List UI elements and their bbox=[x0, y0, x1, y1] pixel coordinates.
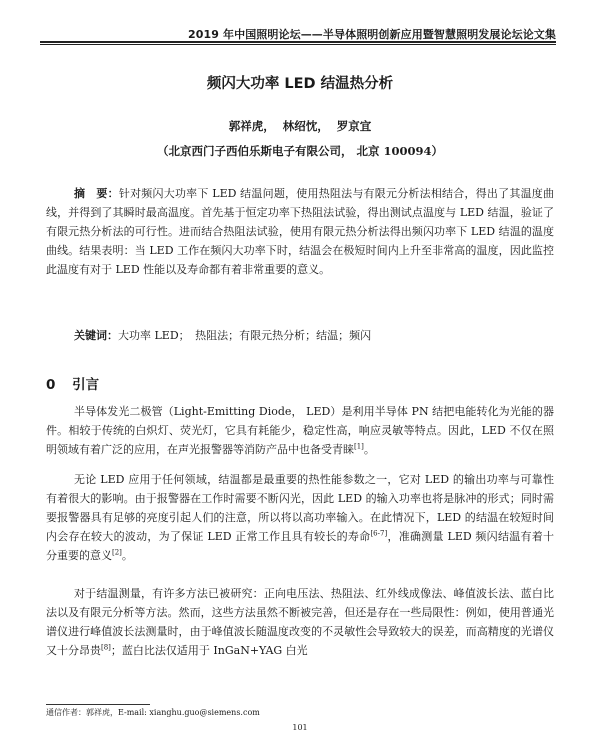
footnote-rule bbox=[46, 704, 150, 705]
paper-authors: 郭祥虎， 林绍忱， 罗京宜 bbox=[228, 119, 372, 133]
page-number: 101 bbox=[292, 724, 308, 730]
running-header: 2019 年中国照明论坛——半导体照明创新应用暨智慧照明发展论坛论文集 bbox=[188, 28, 556, 41]
footnote: 通信作者：郭祥虎，E-mail: xianghu.guo@siemens.com bbox=[46, 708, 260, 717]
body-paragraph-3 bbox=[46, 584, 554, 660]
section-title: 引言 bbox=[72, 377, 100, 393]
body-paragraph-2 bbox=[46, 470, 554, 565]
abstract-text: 针对频闪大功率下 LED 结温问题，使用热阻法与有限元分析法相结合，得出了其温度曲线，并得到了其瞬时最高温度。首先基于恒定功率下热阻法试验，得出测试点温度与 LED 结温，验证了有限元热分析法的可行性。进而结合热阻法试验，使用有限元热分析法得出频闪功率下 LED 结温的温度曲线。结果表明：当 LED 工作在频闪大功率下时，结温会在极短时间内上升至非常高的温度，因此监控此温度有对于 LED 性能以及寿命都有着非常重要的意义。 bbox=[46, 187, 555, 276]
body-paragraph-1 bbox=[46, 402, 554, 459]
section-heading bbox=[46, 373, 99, 393]
keywords bbox=[46, 326, 554, 345]
paragraph-end: 。 bbox=[363, 443, 375, 456]
paragraph-text: 无论 LED 应用于任何领域，结温都是最重要的热性能参数之一，它对 LED 的输出功率与可靠性有着很大的影响。由于报警器在工作时需要不断闪光，因此 LED 的输入功率也将是脉冲的形式；同时需要报警器具有足够的亮度引起人们的注意，所以将以高功率输入。在此情况下，LED 的结温在较短时间内会存在较大的波动，为了保证 LED 正常工作且具有较长的寿命 bbox=[46, 473, 554, 543]
abstract-label: 摘 要： bbox=[74, 187, 119, 200]
keywords-text: 大功率 LED； 热阻法；有限元热分析；结温；频闪 bbox=[118, 329, 372, 342]
citation: [1] bbox=[354, 442, 364, 451]
paragraph-end: ；蓝白比法仅适用于 InGaN+YAG 白光 bbox=[110, 644, 308, 657]
section-number: 0 bbox=[46, 377, 56, 393]
paragraph-text: 半导体发光二极管（Light-Emitting Diode， LED）是利用半导体 PN 结把电能转化为光能的器件。相较于传统的白炽灯、荧光灯，它具有耗能少，稳定性高，响应灵敏等特点。因此，LED 不仅在照明领域有着广泛的应用，在声光报警器等消防产品中也备受青睐 bbox=[46, 405, 554, 456]
header-rule-thick bbox=[40, 41, 556, 43]
keywords-label: 关键词： bbox=[74, 329, 118, 342]
paragraph-end: 。 bbox=[121, 549, 133, 562]
abstract bbox=[46, 184, 554, 279]
paragraph-text-continued: ，准确测量 LED 频闪结温有着十分重要的意义 bbox=[46, 530, 554, 562]
header-rule-thin bbox=[40, 44, 556, 45]
citation: [2] bbox=[112, 548, 122, 557]
citation: [6-7] bbox=[370, 529, 388, 538]
paper-affiliation: （北京西门子西伯乐斯电子有限公司， 北京 100094） bbox=[156, 144, 443, 158]
paper-title: 频闪大功率 LED 结温热分析 bbox=[206, 76, 394, 92]
citation: [8] bbox=[101, 643, 111, 652]
paragraph-text: 对于结温测量，有许多方法已被研究：正向电压法、热阻法、红外线成像法、峰值波长法、蓝白比法以及有限元分析等方法。然而，这些方法虽然不断被完善，但还是存在一些局限性：例如，使用普通光谱仪进行峰值波长法测量时，由于峰值波长随温度改变的不灵敏性会导致较大的误差，而高精度的光谱仪又十分昂贵 bbox=[46, 587, 554, 657]
